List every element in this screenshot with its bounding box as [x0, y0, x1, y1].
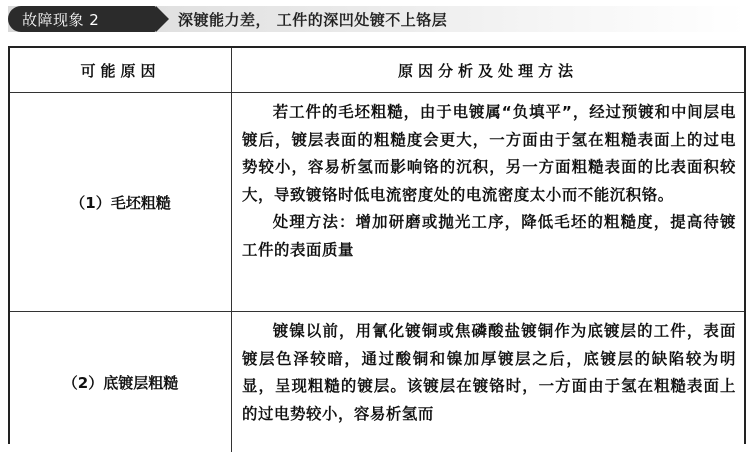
cause-cell: （2）底镀层粗糙 — [10, 312, 232, 452]
method-text: 增加研磨或抛光工序，降低毛坯的粗糙度，提高待镀工件的表面质量 — [242, 213, 736, 259]
table-row — [10, 93, 744, 312]
analysis-cell — [232, 312, 744, 452]
fault-table — [8, 46, 746, 444]
table-row — [10, 312, 744, 452]
fault-badge: 故障现象 2 — [8, 6, 156, 32]
column-header-analysis: 原因分析及处理方法 — [397, 61, 578, 80]
cause-cell: （1）毛坯粗糙 — [10, 93, 232, 311]
analysis-text: 镀镍以前，用氰化镀铜或焦磷酸盐镀铜作为底镀层的工件，表面镀层色泽较暗，通过酸铜和镍加厚镀层之后，底镀层的缺陷较为明显，呈现粗糙的镀层。该镀层在镀铬时，一方面由于氢在粗糙表面上的过电势较小，容易析氢而 — [242, 322, 736, 423]
analysis-text: 若工件的毛坯粗糙，由于电镀属“负填平”，经过预镀和中间层电镀后，镀层表面的粗糙度会更大，一方面由于氢在粗糙表面上的过电势较小，容易析氢而影响铬的沉积，另一方面粗糙表面的比表面积较大，导致镀铬时低电流密度处的电流密度太小而不能沉积铬。 — [242, 103, 736, 204]
fault-header — [8, 6, 746, 32]
table-header-row — [10, 48, 744, 93]
analysis-cell — [232, 93, 744, 311]
fault-title: 深镀能力差， 工件的深凹处镀不上铬层 — [178, 10, 448, 29]
method-label: 处理方法： — [272, 213, 356, 231]
column-header-cause: 可能原因 — [10, 48, 232, 92]
method-paragraph — [232, 209, 744, 264]
